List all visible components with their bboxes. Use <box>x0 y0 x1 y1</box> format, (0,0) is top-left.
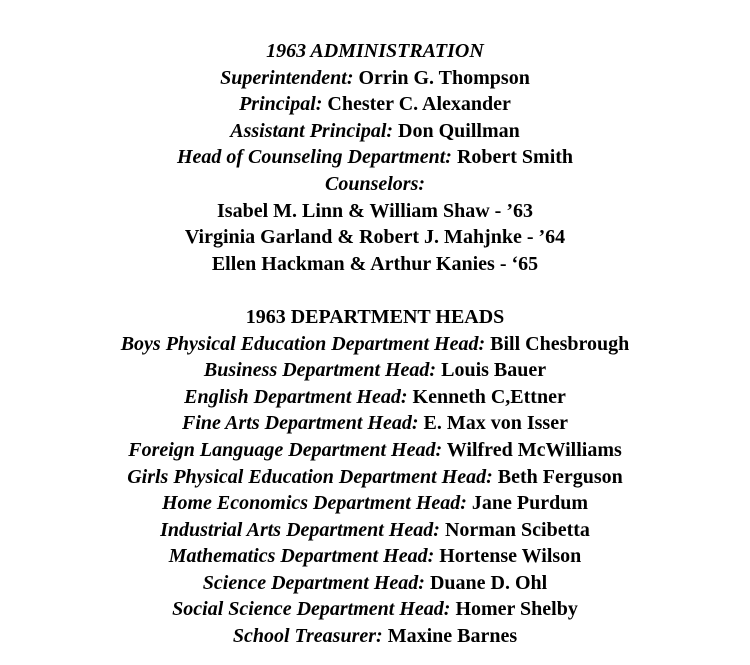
role-label: Industrial Arts Department Head: <box>160 518 440 541</box>
person-name: Hortense Wilson <box>439 545 582 568</box>
section-spacer <box>0 277 750 304</box>
person-name: Kenneth C,Ettner <box>412 385 566 408</box>
admin-entry-superintendent <box>0 65 750 92</box>
admin-entry-assistant-principal <box>0 118 750 145</box>
counselors-line: Ellen Hackman & Arthur Kanies - ‘65 <box>211 252 539 275</box>
person-name: Homer Shelby <box>455 598 578 621</box>
person-name: Beth Ferguson <box>497 465 623 488</box>
person-name: Robert Smith <box>456 146 574 169</box>
person-name: Bill Chesbrough <box>490 332 630 355</box>
counselors-line: Virginia Garland & Robert J. Mahjnke - ’64 <box>184 226 566 249</box>
dept-entry-fine-arts <box>0 410 750 437</box>
person-name: Chester C. Alexander <box>327 93 511 116</box>
dept-entry-school-treasurer <box>0 623 750 650</box>
counselors-line: Isabel M. Linn & William Shaw - ’63 <box>217 199 533 222</box>
person-name: E. Max von Isser <box>423 412 568 435</box>
administration-section <box>0 38 750 277</box>
dept-entry-science <box>0 570 750 597</box>
role-label: Mathematics Department Head: <box>168 545 435 568</box>
role-label: Business Department Head: <box>203 359 437 382</box>
dept-entry-home-economics <box>0 490 750 517</box>
dept-entry-industrial-arts <box>0 517 750 544</box>
admin-entry-principal <box>0 91 750 118</box>
person-name: Louis Bauer <box>441 359 547 382</box>
role-label: Social Science Department Head: <box>172 598 451 621</box>
dept-entry-foreign-language <box>0 437 750 464</box>
role-label: Girls Physical Education Department Head: <box>127 465 493 488</box>
person-name: Don Quillman <box>398 119 520 142</box>
dept-entry-boys-pe <box>0 331 750 358</box>
dept-entry-girls-pe <box>0 464 750 491</box>
counselors-label: Counselors: <box>324 172 426 195</box>
role-label: Principal: <box>239 93 323 116</box>
department-heads-heading: 1963 DEPARTMENT HEADS <box>245 305 505 328</box>
dept-entry-mathematics <box>0 543 750 570</box>
role-label: School Treasurer: <box>232 625 383 648</box>
role-label: Fine Arts Department Head: <box>182 412 419 435</box>
person-name: Wilfred McWilliams <box>446 438 622 461</box>
role-label: Assistant Principal: <box>230 119 394 142</box>
role-label: English Department Head: <box>184 385 408 408</box>
admin-entry-head-of-counseling <box>0 144 750 171</box>
person-name: Duane D. Ohl <box>429 571 548 594</box>
role-label: Head of Counseling Department: <box>176 146 452 169</box>
role-label: Foreign Language Department Head: <box>128 438 443 461</box>
role-label: Home Economics Department Head: <box>161 492 467 515</box>
role-label: Boys Physical Education Department Head: <box>120 332 486 355</box>
dept-entry-english <box>0 384 750 411</box>
role-label: Science Department Head: <box>202 571 425 594</box>
dept-entry-business <box>0 357 750 384</box>
person-name: Maxine Barnes <box>387 625 518 648</box>
person-name: Jane Purdum <box>471 492 589 515</box>
role-label: Superintendent: <box>220 66 354 89</box>
person-name: Norman Scibetta <box>444 518 590 541</box>
administration-heading: 1963 ADMINISTRATION <box>266 40 484 62</box>
department-heads-section <box>0 304 750 650</box>
person-name: Orrin G. Thompson <box>358 66 530 89</box>
dept-entry-social-science <box>0 596 750 623</box>
